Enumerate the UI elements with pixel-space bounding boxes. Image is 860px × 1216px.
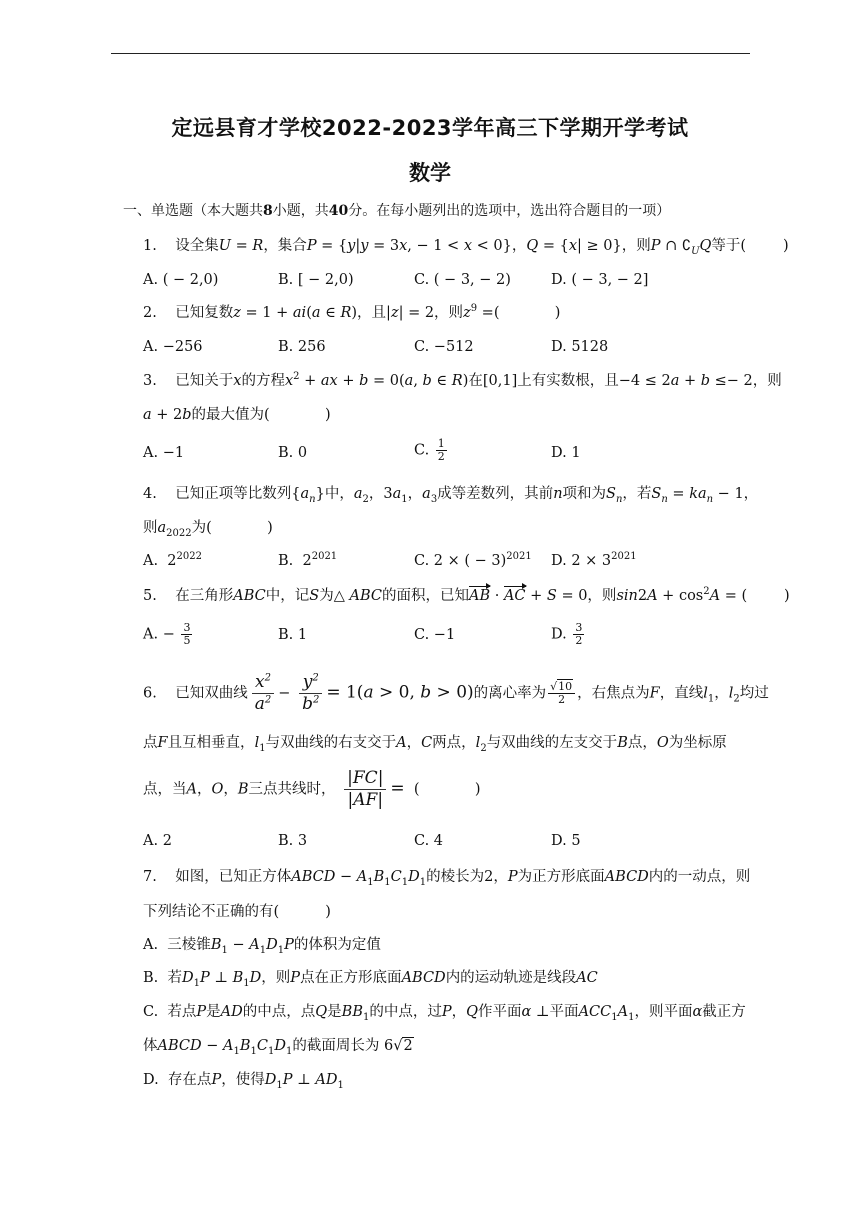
q7-option-a: A. 三棱锥$B_1 - A_1D_1P$的体积为定值 bbox=[143, 937, 381, 956]
exam-title: 定远县育才学校2022-2023学年高三下学期开学考试 bbox=[171, 116, 689, 140]
question-4-line-1: 4. 已知正项等比数列$\{a_n\}$中，$a_2$，$3a_1$，$a_3$成等差数列，其前n项和为$S_n$，若$S_n = ka_n - 1$， bbox=[143, 486, 759, 505]
q4-option-d: D. $2 \times 3^{2021}$ bbox=[551, 551, 637, 569]
q2-option-c: C. −512 bbox=[414, 339, 474, 355]
question-3-line-1: 3. 已知关于x的方程$x^2$ + ax + b = 0(a, b ∈ R)在[0,1]上有实数根，且−4 ≤ 2a + b ≤− 2，则 bbox=[143, 371, 782, 389]
q1-option-d: D. ( − 3, − 2] bbox=[551, 272, 649, 288]
question-2: 2. 已知复数z = 1 + ai(a ∈ R)，且|z| = 2，则$z^9$ =( ) bbox=[143, 303, 561, 321]
q1-option-b: B. [ − 2,0) bbox=[278, 272, 354, 288]
question-3-line-2: a + 2b的最大值为( ) bbox=[143, 407, 331, 423]
q2-option-a: A. −256 bbox=[143, 339, 203, 355]
q4-option-b: B. $2^{2021}$ bbox=[278, 551, 338, 569]
q6-option-d: D. 5 bbox=[551, 833, 581, 849]
q5-option-a: A. − $\frac{3}{5}$ bbox=[143, 621, 191, 647]
q7-option-b: B. 若$D_1P$ ⊥ $B_1D$，则P点在正方形底面ABCD内的运动轨迹是线段AC bbox=[143, 970, 598, 989]
subject-title: 数学 bbox=[409, 161, 451, 185]
question-7-line-2: 下列结论不正确的有( ) bbox=[143, 904, 331, 920]
question-6-line-2: 点F且互相垂直，$l_1$与双曲线的右支交于A，C两点，$l_2$与双曲线的左支交于B点，O为坐标原 bbox=[143, 735, 727, 754]
q6-option-b: B. 3 bbox=[278, 833, 308, 849]
q2-option-d: D. 5128 bbox=[551, 339, 609, 355]
q3-option-d: D. 1 bbox=[551, 445, 581, 461]
q4-option-c: C. 2 × ( − 3)$^{2021}$ bbox=[414, 551, 532, 569]
q5-option-b: B. 1 bbox=[278, 627, 308, 643]
question-6-line-3: 点，当A，O，B三点共线时， $\frac{|FC|}{|AF|}$ = ( ) bbox=[143, 768, 481, 810]
q7-option-d: D. 存在点P，使得$D_1P$ ⊥ $AD_1$ bbox=[143, 1072, 344, 1091]
question-5: 5. 在三角形ABC中，记S为△ ABC的面积，已知AB · AC + S = 0，则$\sin 2A + \cos^2A$ = ( ) bbox=[143, 586, 790, 604]
q4-option-a: A. $2^{2022}$ bbox=[143, 551, 202, 569]
q1-option-c: C. ( − 3, − 2) bbox=[414, 272, 511, 288]
q6-option-a: A. 2 bbox=[143, 833, 172, 849]
question-1: 1. 设全集U = R，集合P = {y|y = 3x, − 1 < x < 0}，Q = {x| ≥ 0}，则P ∩ $∁_UQ$等于( ) bbox=[143, 238, 789, 257]
q3-option-b: B. 0 bbox=[278, 445, 308, 461]
header-rule bbox=[111, 53, 750, 54]
q3-option-c: C. $\frac{1}{2}$ bbox=[414, 437, 445, 463]
q1-option-a: A. ( − 2,0) bbox=[143, 272, 219, 288]
q5-option-c: C. −1 bbox=[414, 627, 456, 643]
q7-option-c-line-1: C. 若点P是AD的中点，点Q是$BB_1$的中点，过P，Q作平面α ⊥平面$ACC_1A_1$，则平面α截正方 bbox=[143, 1004, 746, 1023]
q7-option-c-line-2: 体ABCD − $A_1B_1C_1D_1$的截面周长为 6√2 bbox=[143, 1038, 413, 1057]
q5-option-d: D. $\frac{3}{2}$ bbox=[551, 621, 583, 647]
question-7-line-1: 7. 如图，已知正方体ABCD − $A_1B_1C_1D_1$的棱长为2，P为正方形底面ABCD内的一动点，则 bbox=[143, 869, 751, 888]
q2-option-b: B. 256 bbox=[278, 339, 326, 355]
question-6-line-1: 6. 已知双曲线 $\frac{x^2}{a^2}$ − $\frac{y^2}{b^2}$ = 1(a > 0, b > 0)的离心率为 $\frac{√10}{2}$ ，右焦点为F，直线$l_1$，$l_2$均过 bbox=[143, 672, 769, 714]
q3-option-a: A. −1 bbox=[143, 445, 185, 461]
q6-option-c: C. 4 bbox=[414, 833, 444, 849]
section-heading: 一、单选题（本大题共8小题，共40分。在每小题列出的选项中，选出符合题目的一项） bbox=[123, 203, 671, 219]
question-4-line-2: 则$a_{2022}$为( ) bbox=[143, 520, 273, 539]
